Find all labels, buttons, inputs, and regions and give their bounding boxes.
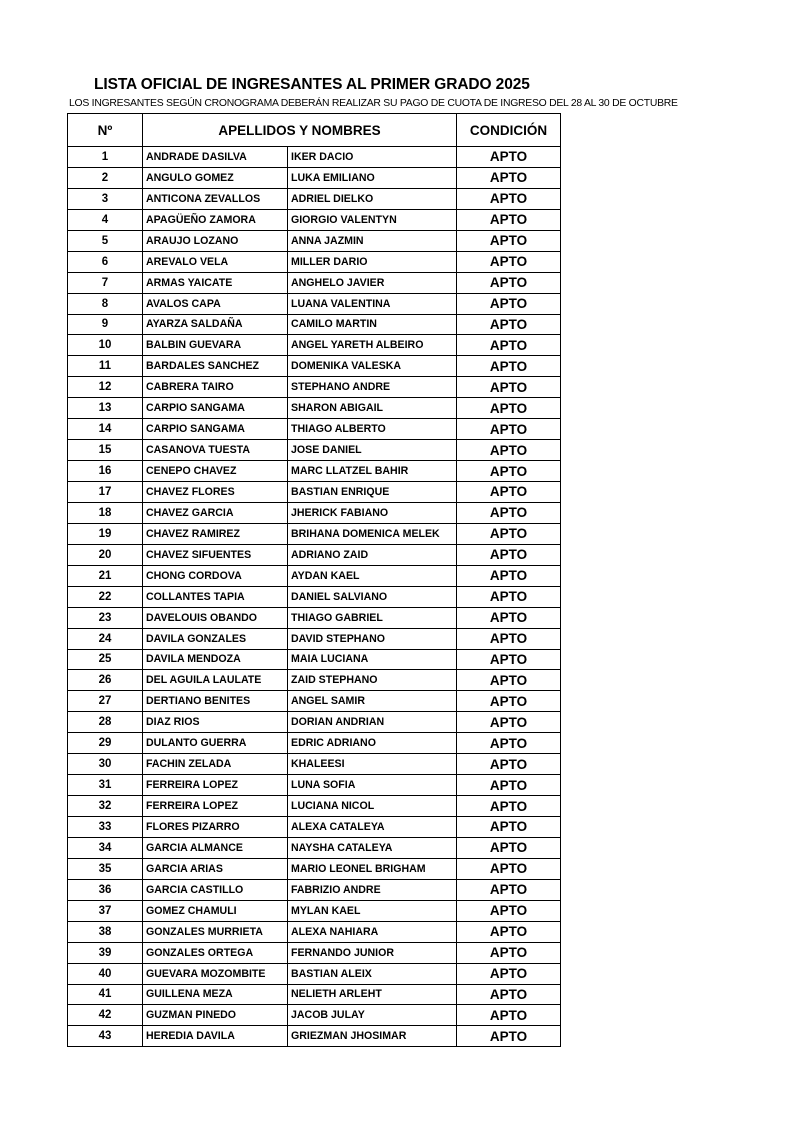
row-given-names: FERNANDO JUNIOR <box>288 942 457 963</box>
row-given-names: LUNA SOFIA <box>288 775 457 796</box>
row-condition: APTO <box>457 461 561 482</box>
row-surnames: DAVILA GONZALES <box>143 628 288 649</box>
row-given-names: BRIHANA DOMENICA MELEK <box>288 523 457 544</box>
row-condition: APTO <box>457 440 561 461</box>
row-given-names: ZAID STEPHANO <box>288 670 457 691</box>
row-condition: APTO <box>457 147 561 168</box>
row-surnames: FERREIRA LOPEZ <box>143 796 288 817</box>
row-condition: APTO <box>457 335 561 356</box>
row-surnames: GONZALES ORTEGA <box>143 942 288 963</box>
row-condition: APTO <box>457 796 561 817</box>
row-given-names: KHALEESI <box>288 754 457 775</box>
row-given-names: ANGEL SAMIR <box>288 691 457 712</box>
row-number: 2 <box>68 167 143 188</box>
row-surnames: ARAUJO LOZANO <box>143 230 288 251</box>
row-surnames: DULANTO GUERRA <box>143 733 288 754</box>
row-number: 7 <box>68 272 143 293</box>
row-surnames: ANDRADE DASILVA <box>143 147 288 168</box>
row-surnames: CENEPO CHAVEZ <box>143 461 288 482</box>
table-row <box>68 984 561 1005</box>
row-number: 18 <box>68 502 143 523</box>
row-given-names: THIAGO ALBERTO <box>288 419 457 440</box>
row-given-names: GIORGIO VALENTYN <box>288 209 457 230</box>
table-row <box>68 565 561 586</box>
table-row <box>68 230 561 251</box>
row-surnames: AREVALO VELA <box>143 251 288 272</box>
table-row <box>68 461 561 482</box>
table-row <box>68 440 561 461</box>
row-surnames: GUILLENA MEZA <box>143 984 288 1005</box>
table-row <box>68 586 561 607</box>
table-body <box>68 147 561 1047</box>
row-surnames: DEL AGUILA LAULATE <box>143 670 288 691</box>
row-given-names: DOMENIKA VALESKA <box>288 356 457 377</box>
row-given-names: AYDAN KAEL <box>288 565 457 586</box>
table-row <box>68 670 561 691</box>
row-given-names: ALEXA CATALEYA <box>288 817 457 838</box>
table-row <box>68 502 561 523</box>
table-row <box>68 963 561 984</box>
row-surnames: GARCIA ARIAS <box>143 858 288 879</box>
row-number: 22 <box>68 586 143 607</box>
row-condition: APTO <box>457 607 561 628</box>
row-condition: APTO <box>457 502 561 523</box>
row-number: 16 <box>68 461 143 482</box>
row-surnames: AYARZA SALDAÑA <box>143 314 288 335</box>
row-number: 28 <box>68 712 143 733</box>
row-number: 31 <box>68 775 143 796</box>
row-number: 33 <box>68 817 143 838</box>
row-condition: APTO <box>457 963 561 984</box>
row-surnames: FACHIN ZELADA <box>143 754 288 775</box>
row-number: 35 <box>68 858 143 879</box>
admissions-table <box>67 113 561 1047</box>
row-surnames: ANTICONA ZEVALLOS <box>143 188 288 209</box>
row-given-names: DAVID STEPHANO <box>288 628 457 649</box>
row-given-names: NELIETH ARLEHT <box>288 984 457 1005</box>
row-number: 37 <box>68 900 143 921</box>
row-given-names: THIAGO GABRIEL <box>288 607 457 628</box>
row-given-names: EDRIC ADRIANO <box>288 733 457 754</box>
row-surnames: APAGÜEÑO ZAMORA <box>143 209 288 230</box>
row-given-names: ANGEL YARETH ALBEIRO <box>288 335 457 356</box>
row-condition: APTO <box>457 209 561 230</box>
row-surnames: CARPIO SANGAMA <box>143 419 288 440</box>
table-row <box>68 817 561 838</box>
row-condition: APTO <box>457 649 561 670</box>
row-number: 6 <box>68 251 143 272</box>
row-surnames: FLORES PIZARRO <box>143 817 288 838</box>
row-given-names: FABRIZIO ANDRE <box>288 879 457 900</box>
row-condition: APTO <box>457 1026 561 1047</box>
row-surnames: ARMAS YAICATE <box>143 272 288 293</box>
row-given-names: LUKA EMILIANO <box>288 167 457 188</box>
table-row <box>68 356 561 377</box>
row-number: 39 <box>68 942 143 963</box>
row-surnames: DAVELOUIS OBANDO <box>143 607 288 628</box>
table-row <box>68 482 561 503</box>
row-condition: APTO <box>457 356 561 377</box>
row-condition: APTO <box>457 377 561 398</box>
row-given-names: MARC LLATZEL BAHIR <box>288 461 457 482</box>
table-row <box>68 188 561 209</box>
row-given-names: MARIO LEONEL BRIGHAM <box>288 858 457 879</box>
row-given-names: MAIA LUCIANA <box>288 649 457 670</box>
row-condition: APTO <box>457 419 561 440</box>
row-given-names: MYLAN KAEL <box>288 900 457 921</box>
row-surnames: DAVILA MENDOZA <box>143 649 288 670</box>
row-condition: APTO <box>457 900 561 921</box>
table-row <box>68 209 561 230</box>
row-surnames: COLLANTES TAPIA <box>143 586 288 607</box>
row-given-names: ADRIEL DIELKO <box>288 188 457 209</box>
row-number: 23 <box>68 607 143 628</box>
table-row <box>68 775 561 796</box>
table-row <box>68 837 561 858</box>
row-condition: APTO <box>457 817 561 838</box>
row-number: 27 <box>68 691 143 712</box>
row-number: 14 <box>68 419 143 440</box>
row-given-names: ALEXA NAHIARA <box>288 921 457 942</box>
row-number: 25 <box>68 649 143 670</box>
document-subtitle: LOS INGRESANTES SEGÚN CRONOGRAMA DEBERÁN REALIZAR SU PAGO DE CUOTA DE INGRESO DEL 28 AL 30 DE OCTUBRE <box>69 98 678 109</box>
row-surnames: GARCIA ALMANCE <box>143 837 288 858</box>
row-condition: APTO <box>457 670 561 691</box>
table-row <box>68 691 561 712</box>
row-number: 30 <box>68 754 143 775</box>
row-given-names: JACOB JULAY <box>288 1005 457 1026</box>
header-names: APELLIDOS Y NOMBRES <box>143 114 457 147</box>
row-surnames: CASANOVA TUESTA <box>143 440 288 461</box>
header-number: Nº <box>68 114 143 147</box>
row-condition: APTO <box>457 921 561 942</box>
row-condition: APTO <box>457 858 561 879</box>
row-surnames: CHAVEZ GARCIA <box>143 502 288 523</box>
table-row <box>68 921 561 942</box>
row-condition: APTO <box>457 775 561 796</box>
row-number: 1 <box>68 147 143 168</box>
row-given-names: JHERICK FABIANO <box>288 502 457 523</box>
row-surnames: HEREDIA DAVILA <box>143 1026 288 1047</box>
row-number: 5 <box>68 230 143 251</box>
row-surnames: CHAVEZ SIFUENTES <box>143 544 288 565</box>
row-number: 20 <box>68 544 143 565</box>
row-number: 34 <box>68 837 143 858</box>
header-condition: CONDICIÓN <box>457 114 561 147</box>
row-given-names: ANGHELO JAVIER <box>288 272 457 293</box>
row-surnames: CHONG CORDOVA <box>143 565 288 586</box>
row-given-names: LUCIANA NICOL <box>288 796 457 817</box>
row-condition: APTO <box>457 837 561 858</box>
row-number: 15 <box>68 440 143 461</box>
row-number: 26 <box>68 670 143 691</box>
row-given-names: LUANA VALENTINA <box>288 293 457 314</box>
table-row <box>68 314 561 335</box>
row-condition: APTO <box>457 984 561 1005</box>
row-number: 41 <box>68 984 143 1005</box>
row-condition: APTO <box>457 251 561 272</box>
row-condition: APTO <box>457 272 561 293</box>
row-surnames: GARCIA CASTILLO <box>143 879 288 900</box>
row-number: 38 <box>68 921 143 942</box>
row-condition: APTO <box>457 167 561 188</box>
row-condition: APTO <box>457 691 561 712</box>
table-row <box>68 879 561 900</box>
row-condition: APTO <box>457 188 561 209</box>
row-given-names: JOSE DANIEL <box>288 440 457 461</box>
row-condition: APTO <box>457 942 561 963</box>
row-number: 36 <box>68 879 143 900</box>
row-condition: APTO <box>457 1005 561 1026</box>
row-given-names: NAYSHA CATALEYA <box>288 837 457 858</box>
table-row <box>68 649 561 670</box>
table-row <box>68 523 561 544</box>
row-surnames: BARDALES SANCHEZ <box>143 356 288 377</box>
row-condition: APTO <box>457 586 561 607</box>
row-condition: APTO <box>457 293 561 314</box>
row-surnames: DIAZ RIOS <box>143 712 288 733</box>
table-row <box>68 628 561 649</box>
table-row <box>68 167 561 188</box>
row-number: 43 <box>68 1026 143 1047</box>
row-number: 19 <box>68 523 143 544</box>
row-surnames: GUEVARA MOZOMBITE <box>143 963 288 984</box>
row-surnames: AVALOS CAPA <box>143 293 288 314</box>
row-number: 9 <box>68 314 143 335</box>
table-row <box>68 900 561 921</box>
row-surnames: GOMEZ CHAMULI <box>143 900 288 921</box>
row-surnames: GONZALES MURRIETA <box>143 921 288 942</box>
row-surnames: CHAVEZ FLORES <box>143 482 288 503</box>
table-row <box>68 293 561 314</box>
row-given-names: ANNA JAZMIN <box>288 230 457 251</box>
document-title: LISTA OFICIAL DE INGRESANTES AL PRIMER GRADO 2025 <box>94 76 530 93</box>
row-condition: APTO <box>457 544 561 565</box>
table-row <box>68 147 561 168</box>
row-condition: APTO <box>457 754 561 775</box>
row-given-names: DORIAN ANDRIAN <box>288 712 457 733</box>
row-number: 4 <box>68 209 143 230</box>
row-surnames: CHAVEZ RAMIREZ <box>143 523 288 544</box>
row-surnames: GUZMAN PINEDO <box>143 1005 288 1026</box>
row-number: 32 <box>68 796 143 817</box>
row-number: 29 <box>68 733 143 754</box>
row-number: 13 <box>68 398 143 419</box>
row-number: 17 <box>68 482 143 503</box>
row-given-names: ADRIANO ZAID <box>288 544 457 565</box>
table-row <box>68 377 561 398</box>
row-condition: APTO <box>457 230 561 251</box>
row-condition: APTO <box>457 565 561 586</box>
row-surnames: BALBIN GUEVARA <box>143 335 288 356</box>
table-row <box>68 272 561 293</box>
row-number: 40 <box>68 963 143 984</box>
row-number: 10 <box>68 335 143 356</box>
row-given-names: MILLER DARIO <box>288 251 457 272</box>
row-condition: APTO <box>457 712 561 733</box>
row-condition: APTO <box>457 628 561 649</box>
table-row <box>68 607 561 628</box>
row-number: 21 <box>68 565 143 586</box>
row-condition: APTO <box>457 314 561 335</box>
row-number: 3 <box>68 188 143 209</box>
row-surnames: CABRERA TAIRO <box>143 377 288 398</box>
table-row <box>68 733 561 754</box>
table-row <box>68 419 561 440</box>
row-number: 24 <box>68 628 143 649</box>
row-surnames: DERTIANO BENITES <box>143 691 288 712</box>
row-given-names: STEPHANO ANDRE <box>288 377 457 398</box>
row-given-names: CAMILO MARTIN <box>288 314 457 335</box>
row-given-names: DANIEL SALVIANO <box>288 586 457 607</box>
row-condition: APTO <box>457 879 561 900</box>
row-given-names: SHARON ABIGAIL <box>288 398 457 419</box>
row-condition: APTO <box>457 733 561 754</box>
table-row <box>68 942 561 963</box>
table-row <box>68 754 561 775</box>
table-row <box>68 335 561 356</box>
table-row <box>68 858 561 879</box>
table-row <box>68 712 561 733</box>
table-row <box>68 398 561 419</box>
row-surnames: CARPIO SANGAMA <box>143 398 288 419</box>
row-given-names: BASTIAN ALEIX <box>288 963 457 984</box>
row-surnames: FERREIRA LOPEZ <box>143 775 288 796</box>
row-condition: APTO <box>457 523 561 544</box>
table-row <box>68 1026 561 1047</box>
row-number: 12 <box>68 377 143 398</box>
row-given-names: IKER DACIO <box>288 147 457 168</box>
row-number: 42 <box>68 1005 143 1026</box>
table-row <box>68 251 561 272</box>
row-given-names: GRIEZMAN JHOSIMAR <box>288 1026 457 1047</box>
table-row <box>68 796 561 817</box>
table-row <box>68 1005 561 1026</box>
row-surnames: ANGULO GOMEZ <box>143 167 288 188</box>
table-header-row <box>68 114 561 147</box>
row-given-names: BASTIAN ENRIQUE <box>288 482 457 503</box>
row-number: 8 <box>68 293 143 314</box>
table-row <box>68 544 561 565</box>
row-condition: APTO <box>457 398 561 419</box>
row-number: 11 <box>68 356 143 377</box>
row-condition: APTO <box>457 482 561 503</box>
